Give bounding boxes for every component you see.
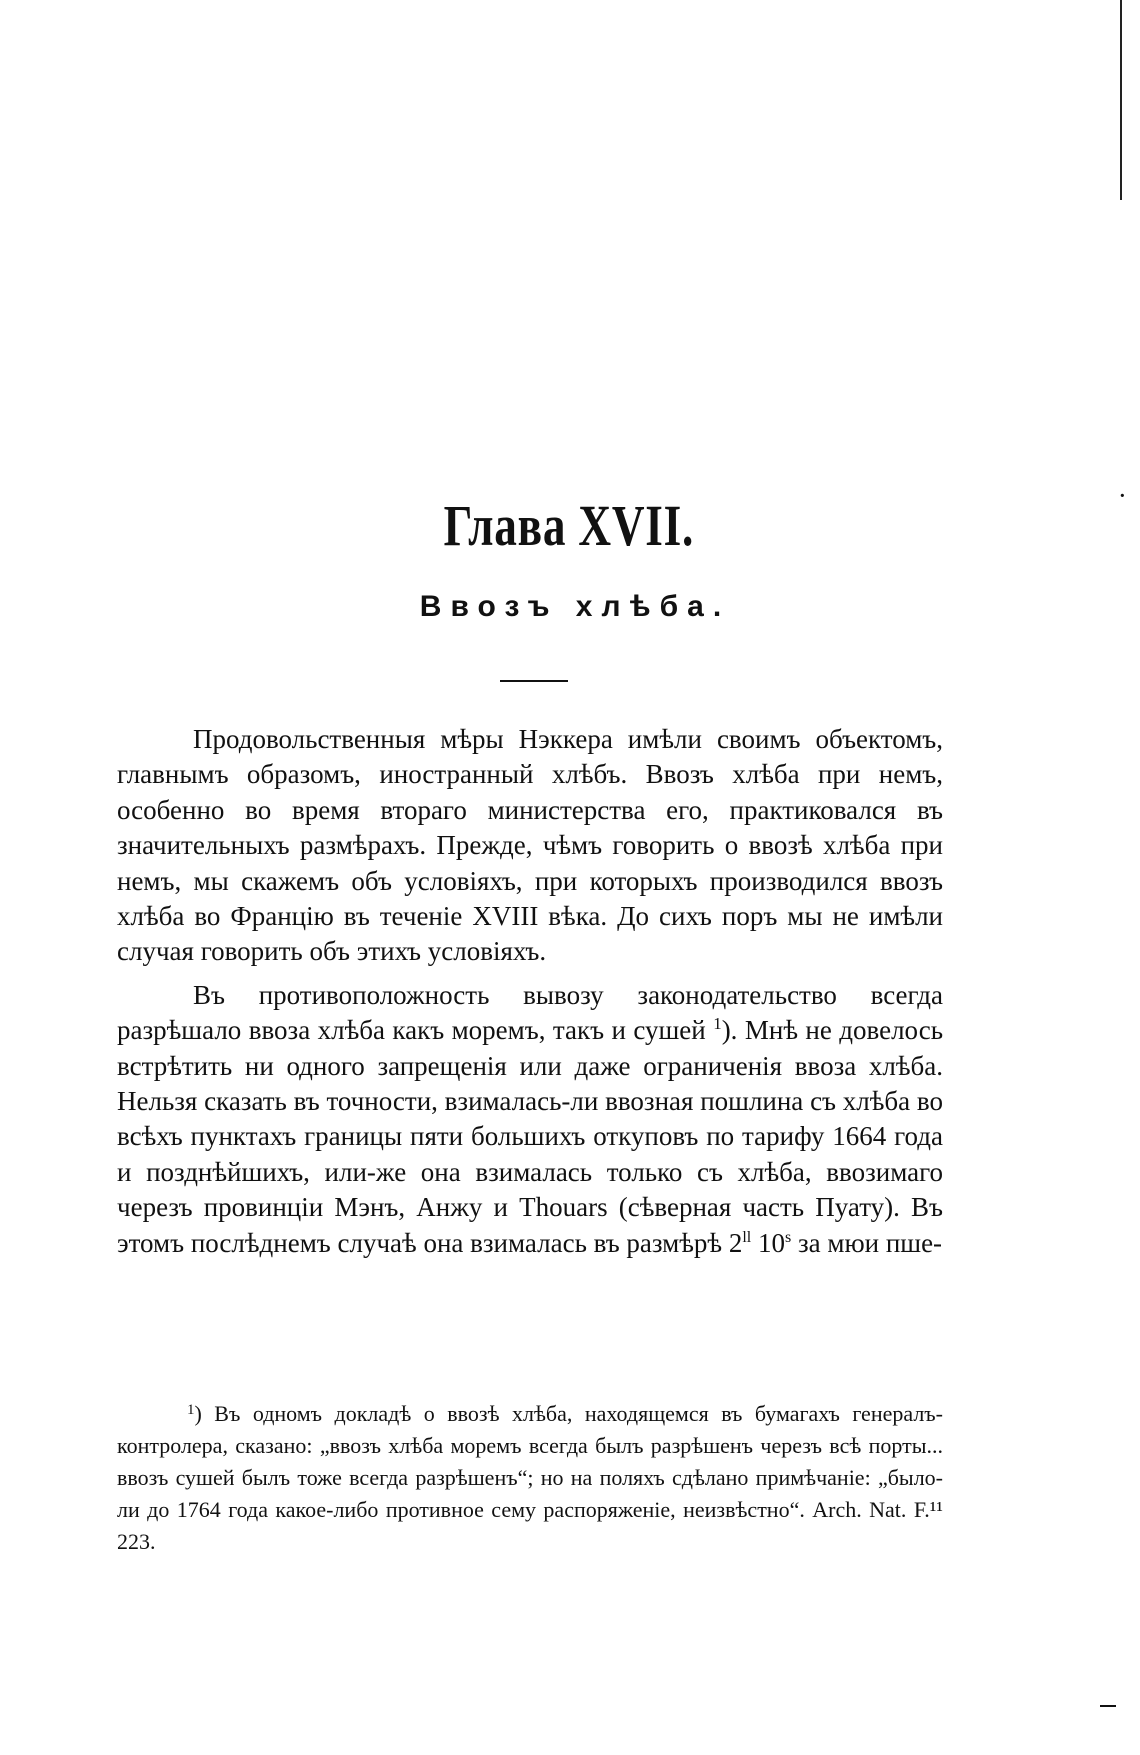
chapter-subtitle: Ввозъ хлѣба. [419,590,731,623]
bottom-margin-dash [1100,1705,1116,1707]
footnote-text: ) Въ одномъ докладѣ о ввозѣ хлѣба, находящемся въ бумагахъ генералъ-контролера, сказано: „ввозъ хлѣба моремъ всегда былъ разрѣшенъ черезъ всѣ порты... ввозъ сушей былъ тоже всегда разрѣшенъ“; но на поляхъ сдѣлано примѣчаніе: „было-ли до 1764 года какое-либо противное сему распоряженіе, неизвѣстно“. Arch. Nat. F.¹¹ 223. [117,1401,943,1554]
paragraph-2 [117,978,943,1261]
footnote-paragraph [117,1398,943,1558]
amount-sous: 10 [751,1227,785,1258]
paragraph-2-start: Въ противоположность вывозу законодательство всегда разрѣшало ввоза хлѣба какъ моремъ, такъ и сушей [117,979,943,1046]
paragraph-2-middle: ). Мнѣ не довелось встрѣтить ни одного запрещенія или даже ограниченія ввоза хлѣба. Нельзя сказать въ точности, взималась-ли ввозная пошлина съ хлѣба во всѣхъ пунктахъ границы пяти большихъ откуповъ по тарифу 1664 года и позднѣйшихъ, или-же она взималась только съ хлѣба, ввозимаго черезъ провинціи Мэнъ, Анжу и Thouars (сѣверная часть Пуату). Въ этомъ послѣднемъ случаѣ она взималась въ размѣрѣ 2 [117,1015,944,1258]
amount-unit-sous: s [784,1228,792,1246]
footnote-mark: 1 [187,1402,195,1418]
paragraph-2-end: за мюи пше- [791,1227,943,1258]
footnote-reference[interactable]: 1 [713,1014,722,1034]
title-divider [500,680,568,682]
paragraph-1: Продовольственныя мѣры Нэккера имѣли своимъ объектомъ, главнымъ образомъ, иностранный хлѣбъ. Ввозъ хлѣба при немъ, особенно во время втораго министерства его, практиковался въ значительныхъ размѣрахъ. Прежде, чѣмъ говорить о ввозѣ хлѣба при немъ, мы скажемъ объ условіяхъ, при которыхъ производился ввозъ хлѣба во Францію въ теченіе XVIII вѣка. До сихъ поръ мы не имѣли случая говорить объ этихъ условіяхъ. [117,724,943,967]
chapter-title: Глава XVII. [443,493,695,558]
margin-speck: · [1119,485,1126,507]
footnote [117,1398,943,1558]
page-edge-line [1120,0,1122,200]
main-text [117,722,943,1261]
amount-unit-livres: ll [742,1228,752,1246]
